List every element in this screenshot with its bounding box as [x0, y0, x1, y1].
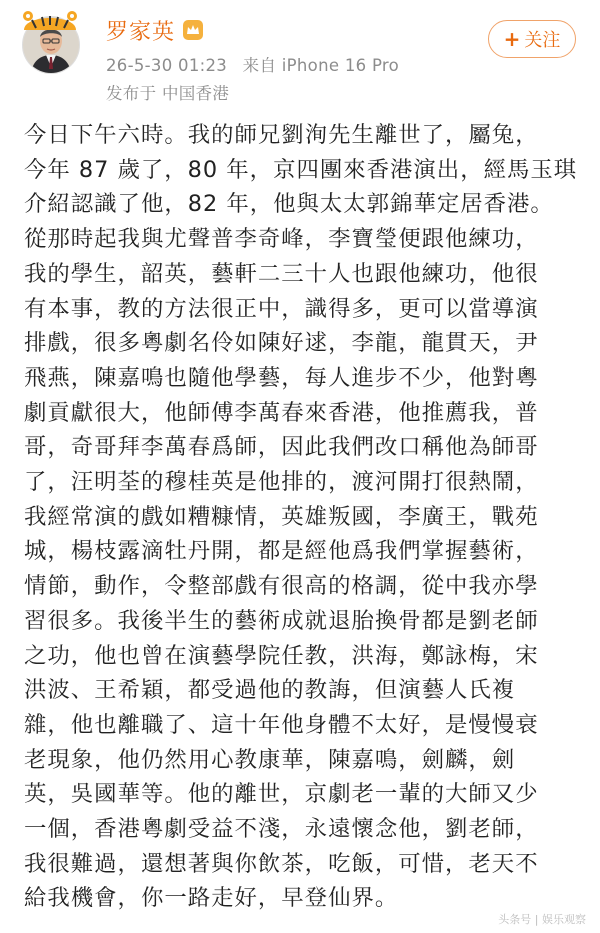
content-line: 有本事，教的方法很正中，識得多，更可以當導演 [24, 295, 539, 322]
content-line: 排戲，很多粵劇名伶如陳好逑，李龍，龍貫天，尹 [24, 330, 539, 357]
author-name[interactable]: 罗家英 [106, 19, 176, 45]
post-source: 来自 iPhone 16 Pro [242, 56, 400, 75]
content-line: 習很多。我後半生的藝術成就退胎換骨都是劉老師 [24, 607, 539, 634]
content-line: 之功，他也曾在演藝學院任教，洪海，鄭詠梅，宋 [24, 642, 539, 669]
content-line: 介紹認識了他，82 年，他與太太郭錦華定居香港。 [24, 191, 554, 218]
content-line: 城，楊枝露滴牡丹開，都是經他爲我們掌握藝術， [24, 538, 539, 565]
author-name-row [106, 14, 203, 46]
crown-icon [183, 20, 203, 40]
post-content [24, 118, 580, 916]
content-line: 雜，他也離職了、這十年他身體不太好，是慢慢衰 [24, 711, 539, 738]
watermark: 头条号 | 娱乐观察 [498, 913, 586, 926]
content-line: 我經常演的戲如糟糠情，英雄叛國，李廣王，戰苑 [24, 503, 539, 530]
content-line: 從那時起我與尤聲普李奇峰，李寶瑩便跟他練功， [24, 226, 539, 253]
content-line: 我的學生，韶英，藝軒二三十人也跟他練功，他很 [24, 260, 539, 287]
post-location: 发布于 中国香港 [106, 84, 230, 103]
content-line: 一個，香港粵劇受益不淺，永遠懷念他，劉老師， [24, 816, 539, 843]
tiger-hat-icon [18, 6, 82, 32]
content-line: 給我機會，你一路走好，早登仙界。 [24, 885, 399, 912]
content-line: 今日下午六時。我的師兄劉洵先生離世了，屬兔， [24, 122, 539, 148]
avatar[interactable] [18, 6, 82, 76]
content-line: 洪波、王希穎，都受過他的教誨，但演藝人氏複 [24, 677, 516, 704]
content-line: 情節，動作，令整部戲有很高的格調，從中我亦學 [24, 573, 539, 600]
follow-button[interactable] [488, 20, 576, 58]
content-line: 老現象，他仍然用心教康華，陳嘉鳴，劍麟，劍 [24, 746, 516, 773]
content-line: 今年 87 歲了，80 年，京四團來香港演出，經馬玉琪 [24, 156, 578, 183]
content-line: 我很難過，還想著與你飲茶，吃飯，可惜，老天不 [24, 850, 539, 877]
content-line: 了，汪明荃的穆桂英是他排的，渡河開打很熱鬧， [24, 469, 539, 496]
plus-icon: + [503, 27, 521, 51]
content-line: 哥，奇哥拜李萬春爲師，因此我們改口稱他為師哥 [24, 434, 539, 461]
post-meta [106, 52, 409, 76]
follow-label: 关注 [524, 30, 561, 51]
content-line: 英，吳國華等。他的離世，京劇老一輩的大師又少 [24, 781, 539, 808]
post-time: 26-5-30 01:23 [106, 56, 228, 75]
content-line: 飛燕，陳嘉鳴也隨他學藝，每人進步不少，他對粵 [24, 364, 539, 391]
content-line: 劇貢獻很大，他師傅李萬春來香港，他推薦我，普 [24, 399, 539, 426]
post-header [0, 0, 600, 110]
